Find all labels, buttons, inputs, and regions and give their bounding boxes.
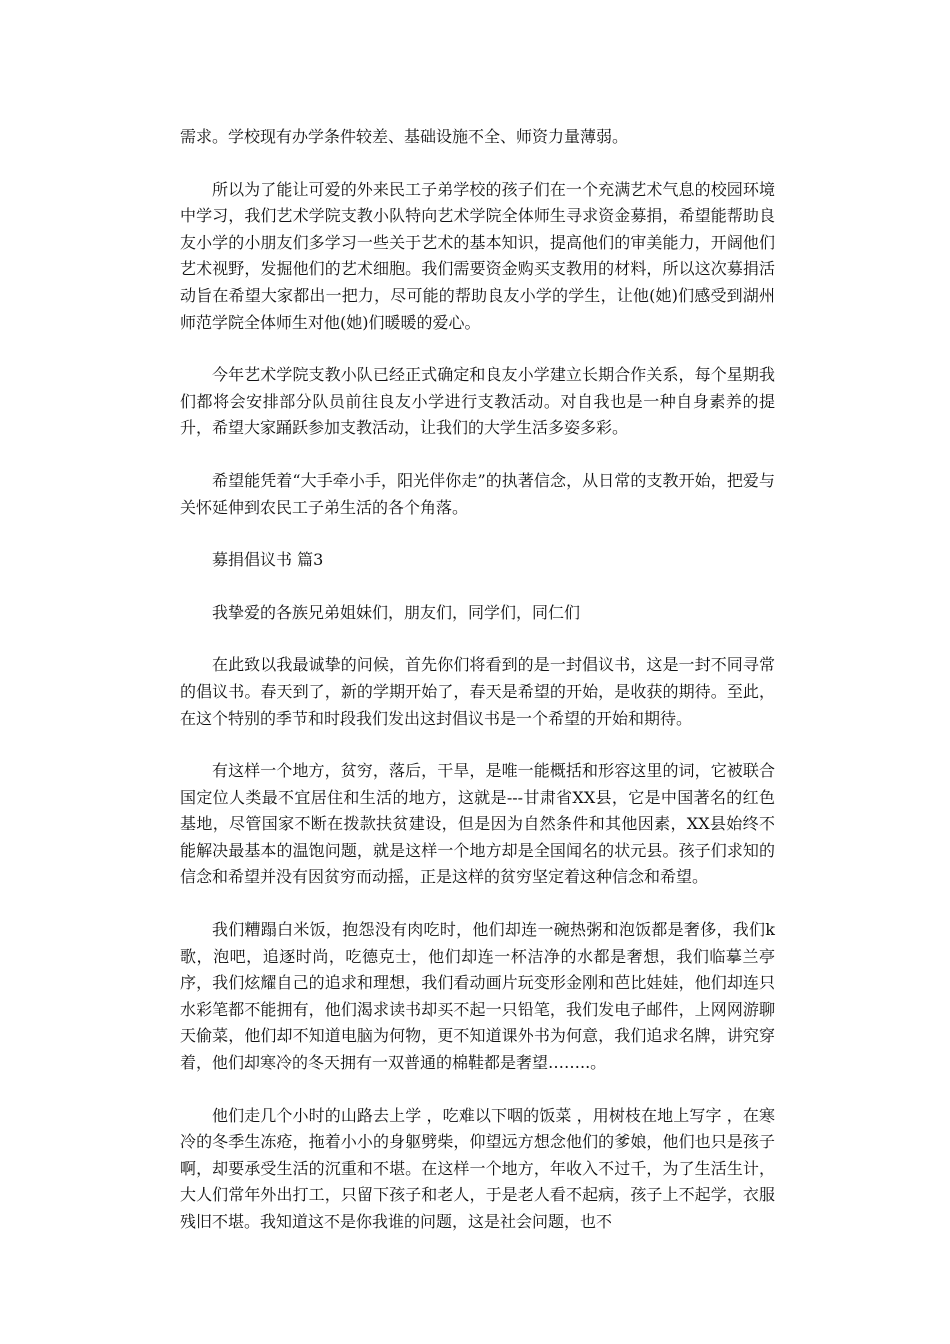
document-body	[180, 124, 775, 1262]
paragraph-place-description: 有这样一个地方，贫穷，落后，干旱，是唯一能概括和形容这里的词，它被联合国定位人类最不宜居住和生活的地方，这就是---甘肃省XX县，它是中国著名的红色基地，尽管国家不断在拨款扶贫建设，但是因为自然条件和其他因素，XX县始终不能解决最基本的温饱问题，就是这样一个地方却是全国闻名的状元县。孩子们求知的信念和希望并没有因贫穷而动摇，正是这样的贫穷坚定着这种信念和希望。	[180, 761, 775, 887]
paragraph-greeting: 在此致以我最诚挚的问候，首先你们将看到的是一封倡议书，这是一封不同寻常的倡议书。春天到了，新的学期开始了，春天是希望的开始，是收获的期待。至此，在这个特别的季节和时段我们发出这封倡议书是一个希望的开始和期待。	[180, 655, 775, 728]
paragraph-art-donation-purpose: 所以为了能让可爱的外来民工子弟学校的孩子们在一个充满艺术气息的校园环境中学习，我们艺术学院支教小队特向艺术学院全体师生寻求资金募捐，希望能帮助良友小学的小朋友们多学习一些关于艺术的基本知识，提高他们的审美能力，开阔他们艺术视野，发掘他们的艺术细胞。我们需要资金购买支教用的材料，所以这次募捐活动旨在希望大家都出一把力，尽可能的帮助良友小学的学生，让他(她)们感受到湖州师范学院全体师生对他(她)们暖暖的爱心。	[180, 179, 775, 332]
paragraph-children-life: 他们走几个小时的山路去上学 ，吃难以下咽的饭菜 ，用树枝在地上写字 ，在寒冷的冬季生冻疮，拖着小小的身躯劈柴，仰望远方想念他们的爹娘，他们也只是孩子啊，却要承受生活的沉重和不堪。在这样一个地方，年收入不过千，为了生活生计，大人们常年外出打工，只留下孩子和老人，于是老人看不起病，孩子上不起学，衣服残旧不堪。我知道这不是你我谁的问题，这是社会问题，也不	[180, 1105, 775, 1231]
paragraph-salutation: 我挚爱的各族兄弟姐妹们，朋友们，同学们，同仁们	[212, 602, 581, 622]
paragraph-hope: 希望能凭着“大手牵小手，阳光伴你走”的执著信念，从日常的支教开始，把爱与关怀延伸到农民工子弟生活的各个角落。	[180, 470, 775, 517]
section-heading: 募捐倡议书 篇3	[212, 550, 324, 570]
paragraph-contrast: 我们糟蹋白米饭，抱怨没有肉吃时，他们却连一碗热粥和泡饭都是奢侈，我们k歌，泡吧，追逐时尚，吃德克士，他们却连一杯洁净的水都是奢想，我们临摹兰亭序，我们炫耀自己的追求和理想，我们看动画片玩变形金刚和芭比娃娃，他们却连只水彩笔都不能拥有，他们渴求读书却买不起一只铅笔，我们发电子邮件，上网网游聊天偷菜，他们却不知道电脑为何物，更不知道课外书为何意，我们追求名牌，讲究穿着，他们却寒冷的冬天拥有一双普通的棉鞋都是奢望……..。	[180, 920, 775, 1073]
paragraph-continuation: 需求。学校现有办学条件较差、基础设施不全、师资力量薄弱。	[180, 127, 629, 146]
paragraph-cooperation: 今年艺术学院支教小队已经正式确定和良友小学建立长期合作关系，每个星期我们都将会安排部分队员前往良友小学进行支教活动。对自我也是一种自身素养的提升，希望大家踊跃参加支教活动，让我们的大学生活多姿多彩。	[180, 365, 775, 438]
